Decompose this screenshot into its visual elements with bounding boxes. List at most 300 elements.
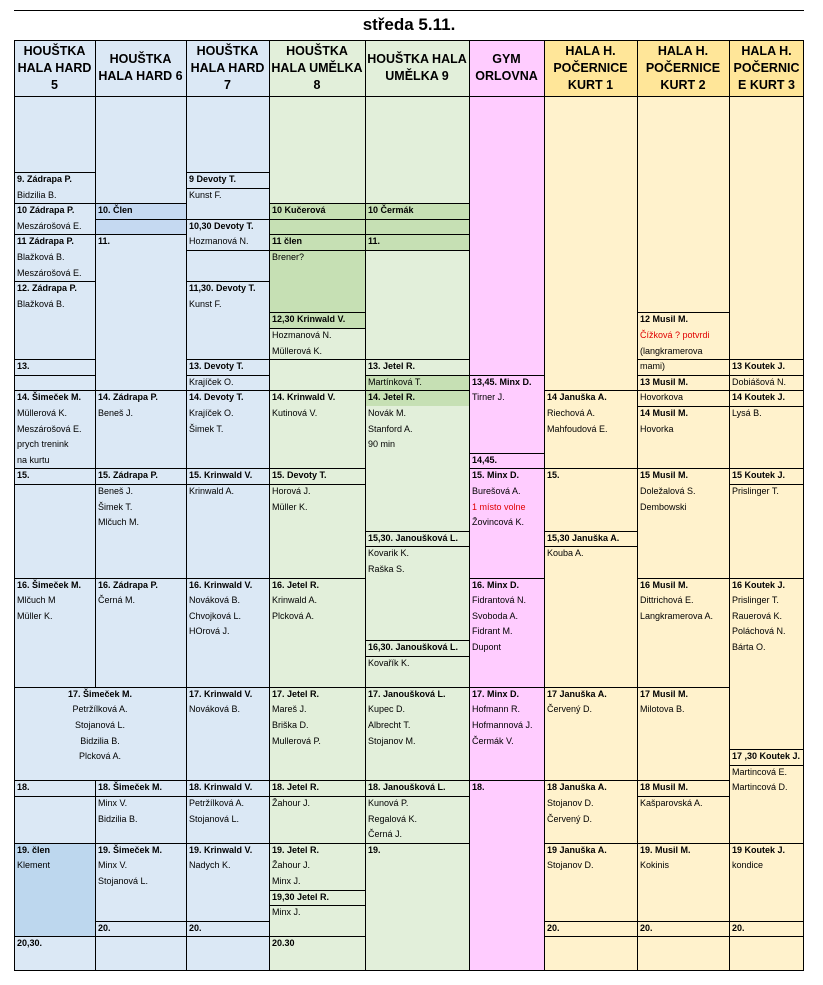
column-divider xyxy=(365,40,366,970)
schedule-cell: 15. Krinwald V. xyxy=(189,470,253,481)
schedule-cell: 19. člen xyxy=(17,844,51,855)
schedule-cell: Briška D. xyxy=(272,720,309,730)
schedule-cell: Prislinger T. xyxy=(732,595,779,606)
schedule-cell: Meszárošová E. xyxy=(17,267,82,278)
row-separator xyxy=(365,546,469,547)
schedule-cell: Prislinger T. xyxy=(732,486,779,496)
schedule-cell: Bárta O. xyxy=(732,642,766,652)
schedule-cell: Hovorka xyxy=(640,423,674,434)
row-separator xyxy=(269,468,365,469)
column-divider xyxy=(95,40,96,687)
row-separator xyxy=(95,234,186,235)
schedule-cell: Petržílková A. xyxy=(189,798,245,808)
row-separator xyxy=(637,578,729,579)
schedule-cell: 13. xyxy=(17,361,30,372)
schedule-cell: Bidzilia B. xyxy=(80,735,120,746)
schedule-cell: 15,30. Janoušková L. xyxy=(368,532,459,543)
schedule-cell: 15. xyxy=(17,470,30,481)
row-separator xyxy=(95,921,186,922)
row-separator xyxy=(269,936,365,937)
column-divider xyxy=(803,40,804,970)
row-separator xyxy=(95,796,186,797)
schedule-cell: 14. Zádrapa P. xyxy=(98,392,158,403)
schedule-cell: Fidrantová N. xyxy=(472,595,527,606)
sheet-title: středa 5.11. xyxy=(362,15,456,34)
schedule-cell: Bidzilia B. xyxy=(98,813,138,824)
schedule-cell: 9. Zádrapa P. xyxy=(17,174,72,184)
row-separator xyxy=(269,359,365,360)
schedule-cell: Dembowski xyxy=(640,501,687,512)
row-separator xyxy=(365,687,469,688)
schedule-cell: Stojanov D. xyxy=(547,860,594,871)
schedule-cell: 14 Koutek J. xyxy=(732,392,786,403)
schedule-cell: 15. Zádrapa P. xyxy=(98,470,158,481)
schedule-cell: Poláchová N. xyxy=(732,626,786,637)
row-separator xyxy=(544,531,637,532)
row-separator xyxy=(186,390,269,391)
top-border xyxy=(14,10,804,11)
schedule-cell: Stanford A. xyxy=(368,423,413,434)
row-separator xyxy=(14,281,95,282)
schedule-cell: 20. xyxy=(547,922,560,933)
schedule-cell: Čížková ? potvrdi xyxy=(640,330,710,340)
schedule-cell: Rauerová K. xyxy=(732,610,783,621)
schedule-cell: Kunová P. xyxy=(368,798,409,808)
row-separator xyxy=(544,546,637,547)
schedule-cell: 1 místo volne xyxy=(472,501,526,512)
row-separator xyxy=(544,390,637,391)
schedule-cell: 14. Devoty T. xyxy=(189,392,244,403)
row-separator xyxy=(186,936,269,937)
row-separator xyxy=(365,656,469,657)
row-separator xyxy=(365,531,469,532)
schedule-cell: Brener? xyxy=(272,252,305,262)
schedule-cell: 18 Januška A. xyxy=(547,782,607,793)
row-separator xyxy=(637,359,729,360)
schedule-cell: 20.30 xyxy=(272,938,295,949)
schedule-cell: Beneš J. xyxy=(98,486,134,496)
schedule-cell: Minx V. xyxy=(98,860,128,871)
row-separator xyxy=(95,780,186,781)
column-divider xyxy=(269,40,270,970)
schedule-cell: Müller K. xyxy=(272,501,308,512)
row-separator xyxy=(729,375,804,376)
schedule-cell: 20. xyxy=(732,922,745,933)
schedule-cell: Martincová D. xyxy=(732,782,788,793)
column-header: HALA H. POČERNICE KURT 2 xyxy=(637,40,729,96)
schedule-cell: Horová J. xyxy=(272,486,311,496)
schedule-cell: 12,30 Krinwald V. xyxy=(272,314,346,325)
row-separator xyxy=(95,578,186,579)
row-separator xyxy=(365,250,469,251)
row-separator xyxy=(186,484,269,485)
schedule-cell: HOrová J. xyxy=(189,626,230,637)
row-separator xyxy=(469,687,544,688)
row-separator xyxy=(544,921,637,922)
schedule-cell: Klement xyxy=(17,860,51,871)
row-separator xyxy=(637,468,729,469)
schedule-cell: Kouba A. xyxy=(547,548,584,559)
row-separator xyxy=(14,843,95,844)
schedule-cell: 13 Musil M. xyxy=(640,376,689,387)
schedule-cell: 16. Zádrapa P. xyxy=(98,579,158,590)
schedule-cell: 10 Kučerová xyxy=(272,205,326,216)
schedule-cell: Mlčuch M. xyxy=(98,517,140,528)
row-separator xyxy=(186,921,269,922)
schedule-cell: Meszárošová E. xyxy=(17,423,82,434)
schedule-cell: 13 Koutek J. xyxy=(732,361,786,372)
row-separator xyxy=(14,468,95,469)
schedule-cell: 19. Krinwald V. xyxy=(189,844,253,855)
schedule-cell: 18 Musil M. xyxy=(640,782,689,793)
schedule-cell: 17 Musil M. xyxy=(640,688,689,699)
schedule-cell: Svoboda A. xyxy=(472,610,519,621)
row-separator xyxy=(186,578,269,579)
row-separator xyxy=(544,936,637,937)
row-separator xyxy=(729,359,804,360)
column-divider xyxy=(186,40,187,970)
column-divider xyxy=(729,40,730,970)
schedule-cell: Čermák V. xyxy=(472,735,514,746)
row-separator xyxy=(95,484,186,485)
schedule-cell: Burešová A. xyxy=(472,486,521,496)
schedule-cell: Stojanov D. xyxy=(547,798,594,808)
column-divider xyxy=(14,40,15,970)
schedule-cell: Petržílková A. xyxy=(72,704,128,715)
schedule-cell: 16 Koutek J. xyxy=(732,579,786,590)
schedule-cell: Kutinová V. xyxy=(272,408,318,418)
row-separator xyxy=(637,796,729,797)
row-separator xyxy=(729,390,804,391)
schedule-cell: Minx J. xyxy=(272,876,301,886)
row-separator xyxy=(269,484,365,485)
schedule-cell: Šimek T. xyxy=(189,423,224,434)
schedule-cell: Müllerová K. xyxy=(17,408,68,418)
schedule-cell: 15,30 Januška A. xyxy=(547,532,620,543)
row-separator xyxy=(269,780,365,781)
row-separator xyxy=(365,390,469,391)
column-background xyxy=(469,96,544,970)
row-separator xyxy=(269,250,365,251)
schedule-cell: 12 Musil M. xyxy=(640,314,689,325)
schedule-cell: 17. Janoušková L. xyxy=(368,688,446,699)
schedule-cell: Mlčuch M xyxy=(17,595,56,606)
schedule-cell: 14. Krinwald V. xyxy=(272,392,336,403)
row-separator xyxy=(729,936,804,937)
row-separator xyxy=(14,936,95,937)
schedule-cell: 16,30. Janoušková L. xyxy=(368,642,459,652)
row-separator xyxy=(14,484,95,485)
schedule-cell: 17 Januška A. xyxy=(547,688,607,699)
schedule-cell: 11. xyxy=(98,236,111,247)
schedule-cell: Kunst F. xyxy=(189,298,222,309)
row-separator xyxy=(14,359,95,360)
schedule-sheet xyxy=(14,10,804,970)
schedule-cell: 18. xyxy=(472,782,485,793)
schedule-cell: 14 Musil M. xyxy=(640,408,689,418)
row-separator xyxy=(186,375,269,376)
row-separator xyxy=(637,780,729,781)
schedule-cell: 17. Šimeček M. xyxy=(67,688,133,699)
schedule-cell: 13,45. Minx D. xyxy=(472,376,532,387)
schedule-cell: Beneš J. xyxy=(98,408,134,418)
schedule-cell: 19. Musil M. xyxy=(640,844,691,855)
title-separator xyxy=(14,40,804,41)
schedule-cell: 14,45. xyxy=(472,454,498,465)
column-background xyxy=(637,96,729,970)
column-header: HOUŠTKA HALA HARD 6 xyxy=(95,40,186,96)
schedule-cell: Plcková A. xyxy=(272,610,315,621)
schedule-cell: 10. Člen xyxy=(98,205,133,216)
schedule-cell: Blažková B. xyxy=(17,298,65,309)
row-separator xyxy=(729,921,804,922)
row-separator xyxy=(186,359,269,360)
column-header: HALA H. POČERNICE KURT 1 xyxy=(544,40,637,96)
schedule-cell: Blažková B. xyxy=(17,252,65,262)
schedule-cell: Mareš J. xyxy=(272,704,307,715)
row-separator xyxy=(269,843,365,844)
schedule-cell: 16. Jetel R. xyxy=(272,579,320,590)
schedule-cell: Raška S. xyxy=(368,564,405,574)
schedule-cell: 15. Minx D. xyxy=(472,470,520,481)
schedule-cell: Minx V. xyxy=(98,798,128,808)
schedule-cell: 19 Koutek J. xyxy=(732,844,786,855)
row-separator xyxy=(365,359,469,360)
schedule-cell: 10,30 Devoty T. xyxy=(189,220,254,231)
schedule-cell: Novák M. xyxy=(368,408,407,418)
schedule-cell: 17. Jetel R. xyxy=(272,688,320,699)
schedule-cell: Krinwald A. xyxy=(272,595,318,606)
schedule-cell: 12. Zádrapa P. xyxy=(17,283,77,294)
column-header: HALA H. POČERNIC E KURT 3 xyxy=(729,40,804,96)
row-separator xyxy=(365,375,469,376)
row-separator xyxy=(637,406,729,407)
schedule-cell: 18. Janoušková L. xyxy=(368,782,446,793)
schedule-cell: 13. Jetel R. xyxy=(368,361,416,372)
schedule-cell: Černá M. xyxy=(98,595,136,606)
row-separator xyxy=(544,843,637,844)
row-separator xyxy=(365,843,469,844)
row-separator xyxy=(544,687,637,688)
row-separator xyxy=(729,406,804,407)
schedule-cell: prych trenink xyxy=(17,439,69,450)
row-separator xyxy=(95,468,186,469)
schedule-cell: Šimek T. xyxy=(98,501,133,512)
row-separator xyxy=(637,312,729,313)
row-separator xyxy=(186,780,269,781)
schedule-cell: Nováková B. xyxy=(189,595,241,606)
row-separator xyxy=(269,905,365,906)
schedule-cell: Stojanov M. xyxy=(368,735,416,746)
schedule-cell: Milotova B. xyxy=(640,704,685,715)
row-separator xyxy=(269,234,365,235)
row-separator xyxy=(544,780,637,781)
schedule-cell: Červený D. xyxy=(547,813,593,824)
schedule-cell: 19. Šimeček M. xyxy=(98,844,163,855)
schedule-cell: Stojanová L. xyxy=(98,876,149,886)
schedule-cell: Albrecht T. xyxy=(368,720,411,730)
schedule-cell: 18. xyxy=(17,782,30,793)
schedule-cell: 15 Koutek J. xyxy=(732,470,786,481)
schedule-cell: Žahour J. xyxy=(272,798,311,808)
header-separator xyxy=(14,96,804,97)
row-separator xyxy=(469,375,544,376)
row-separator xyxy=(269,328,365,329)
row-separator xyxy=(269,203,365,204)
schedule-cell: 19. Jetel R. xyxy=(272,844,320,855)
row-separator xyxy=(365,640,469,641)
row-separator xyxy=(186,250,269,251)
schedule-cell: kondice xyxy=(732,860,764,871)
schedule-cell: Černá J. xyxy=(368,829,403,840)
row-separator xyxy=(365,796,469,797)
schedule-cell: Fidrant M. xyxy=(472,626,513,637)
schedule-cell: Martincová E. xyxy=(732,766,788,777)
column-divider xyxy=(637,40,638,970)
schedule-cell: Hofmann R. xyxy=(472,704,521,715)
schedule-cell: Červený D. xyxy=(547,704,593,715)
row-separator xyxy=(469,453,544,454)
row-separator xyxy=(637,936,729,937)
row-separator xyxy=(729,468,804,469)
row-separator xyxy=(269,312,365,313)
row-separator xyxy=(269,890,365,891)
row-separator xyxy=(14,780,95,781)
column-background xyxy=(729,96,804,970)
row-separator xyxy=(186,172,269,173)
row-separator xyxy=(729,578,804,579)
schedule-cell: Hozmanová N. xyxy=(272,330,332,340)
schedule-cell: Dobiášová N. xyxy=(732,376,787,387)
schedule-cell: 19,30 Jetel R. xyxy=(272,891,330,902)
schedule-cell: 15. xyxy=(547,470,560,481)
schedule-cell: 13. Devoty T. xyxy=(189,361,244,372)
schedule-cell: Tirner J. xyxy=(472,392,505,403)
schedule-cell: Meszárošová E. xyxy=(17,220,82,231)
schedule-cell: Nadych K. xyxy=(189,860,231,871)
schedule-cell: Kovarik K. xyxy=(368,548,410,559)
row-separator xyxy=(14,687,186,688)
row-separator xyxy=(14,172,95,173)
schedule-cell: 10 Zádrapa P. xyxy=(17,205,75,216)
row-separator xyxy=(469,780,544,781)
schedule-cell: 16 Musil M. xyxy=(640,579,689,590)
schedule-cell: 18. Jetel R. xyxy=(272,782,320,793)
schedule-cell: Hovorkova xyxy=(640,392,684,403)
column-divider xyxy=(544,40,545,970)
row-separator xyxy=(729,765,804,766)
schedule-cell: 18. Krinwald V. xyxy=(189,782,253,793)
schedule-cell: 20. xyxy=(189,922,202,933)
schedule-cell: na kurtu xyxy=(17,454,50,465)
schedule-cell: Krajíček O. xyxy=(189,408,234,418)
row-separator xyxy=(14,203,95,204)
schedule-cell: Chvojková L. xyxy=(189,610,242,621)
column-divider xyxy=(469,40,470,970)
schedule-cell: 17. Minx D. xyxy=(472,688,520,699)
schedule-cell: Dupont xyxy=(472,642,502,652)
schedule-cell: Langkramerova A. xyxy=(640,610,714,621)
column-divider xyxy=(95,780,96,970)
row-separator xyxy=(269,219,365,220)
schedule-cell: 15. Devoty T. xyxy=(272,470,327,481)
schedule-cell: 16. Krinwald V. xyxy=(189,579,253,590)
schedule-cell: (langkramerova xyxy=(640,345,703,356)
schedule-cell: Regalová K. xyxy=(368,813,418,824)
schedule-cell: Kašparovská A. xyxy=(640,798,703,808)
schedule-cell: 14. Jetel R. xyxy=(368,392,416,403)
schedule-cell: Lysá B. xyxy=(732,408,762,418)
schedule-cell: Hofmannová J. xyxy=(472,720,533,730)
schedule-cell: 16. Minx D. xyxy=(472,579,520,590)
schedule-cell: 11. xyxy=(368,236,381,247)
schedule-cell: Krinwald A. xyxy=(189,486,235,496)
row-separator xyxy=(95,203,186,204)
schedule-cell: Mahfoudová E. xyxy=(547,423,608,434)
row-separator xyxy=(14,390,95,391)
schedule-cell: Riechová A. xyxy=(547,408,596,418)
schedule-cell: Müllerová K. xyxy=(272,345,323,356)
row-separator xyxy=(637,375,729,376)
schedule-cell: Dittrichová E. xyxy=(640,595,694,606)
column-header: HOUŠTKA HALA HARD 5 xyxy=(14,40,95,96)
schedule-cell: Stojanová L. xyxy=(189,813,240,824)
row-separator xyxy=(365,234,469,235)
schedule-cell: 17. Krinwald V. xyxy=(189,688,253,699)
row-separator xyxy=(729,484,804,485)
schedule-cell: Nováková B. xyxy=(189,704,241,715)
row-separator xyxy=(95,843,186,844)
schedule-cell: 20. xyxy=(640,922,653,933)
schedule-cell: Kokinis xyxy=(640,860,670,871)
row-separator xyxy=(637,687,729,688)
column-header: HOUŠTKA HALA UMĚLKA 9 xyxy=(365,40,469,96)
schedule-cell: Hozmanová N. xyxy=(189,236,249,247)
row-separator xyxy=(186,219,269,220)
schedule-cell: 11,30. Devoty T. xyxy=(189,283,256,294)
schedule-cell: 18. Šimeček M. xyxy=(98,782,163,793)
schedule-cell: 14 Januška A. xyxy=(547,392,607,403)
schedule-cell: Žahour J. xyxy=(272,860,311,871)
row-separator xyxy=(14,796,95,797)
row-separator xyxy=(95,219,186,220)
row-separator xyxy=(269,796,365,797)
schedule-cell: 9 Devoty T. xyxy=(189,174,237,184)
schedule-cell: 11 člen xyxy=(272,236,303,247)
schedule-cell: Doležalová S. xyxy=(640,486,696,496)
schedule-cell: Kovařík K. xyxy=(368,657,410,668)
column-header: GYM ORLOVNA xyxy=(469,40,544,96)
schedule-cell: 16. Šimeček M. xyxy=(17,579,82,590)
schedule-cell: Kupec D. xyxy=(368,704,406,715)
schedule-cell: 11 Zádrapa P. xyxy=(17,236,74,247)
row-separator xyxy=(365,219,469,220)
schedule-cell: Müller K. xyxy=(17,610,53,621)
schedule-cell: 20,30. xyxy=(17,938,43,949)
column-header: HOUŠTKA HALA HARD 7 xyxy=(186,40,269,96)
row-separator xyxy=(637,843,729,844)
row-separator xyxy=(186,281,269,282)
column-header: HOUŠTKA HALA UMĚLKA 8 xyxy=(269,40,365,96)
schedule-cell: 20. xyxy=(98,922,111,933)
schedule-cell: 14. Šimeček M. xyxy=(17,392,82,403)
row-separator xyxy=(186,843,269,844)
row-separator xyxy=(544,468,637,469)
row-separator xyxy=(14,375,95,376)
row-separator xyxy=(186,468,269,469)
schedule-cell: Bidzilia B. xyxy=(17,189,57,200)
schedule-cell: Plcková A. xyxy=(78,751,122,762)
